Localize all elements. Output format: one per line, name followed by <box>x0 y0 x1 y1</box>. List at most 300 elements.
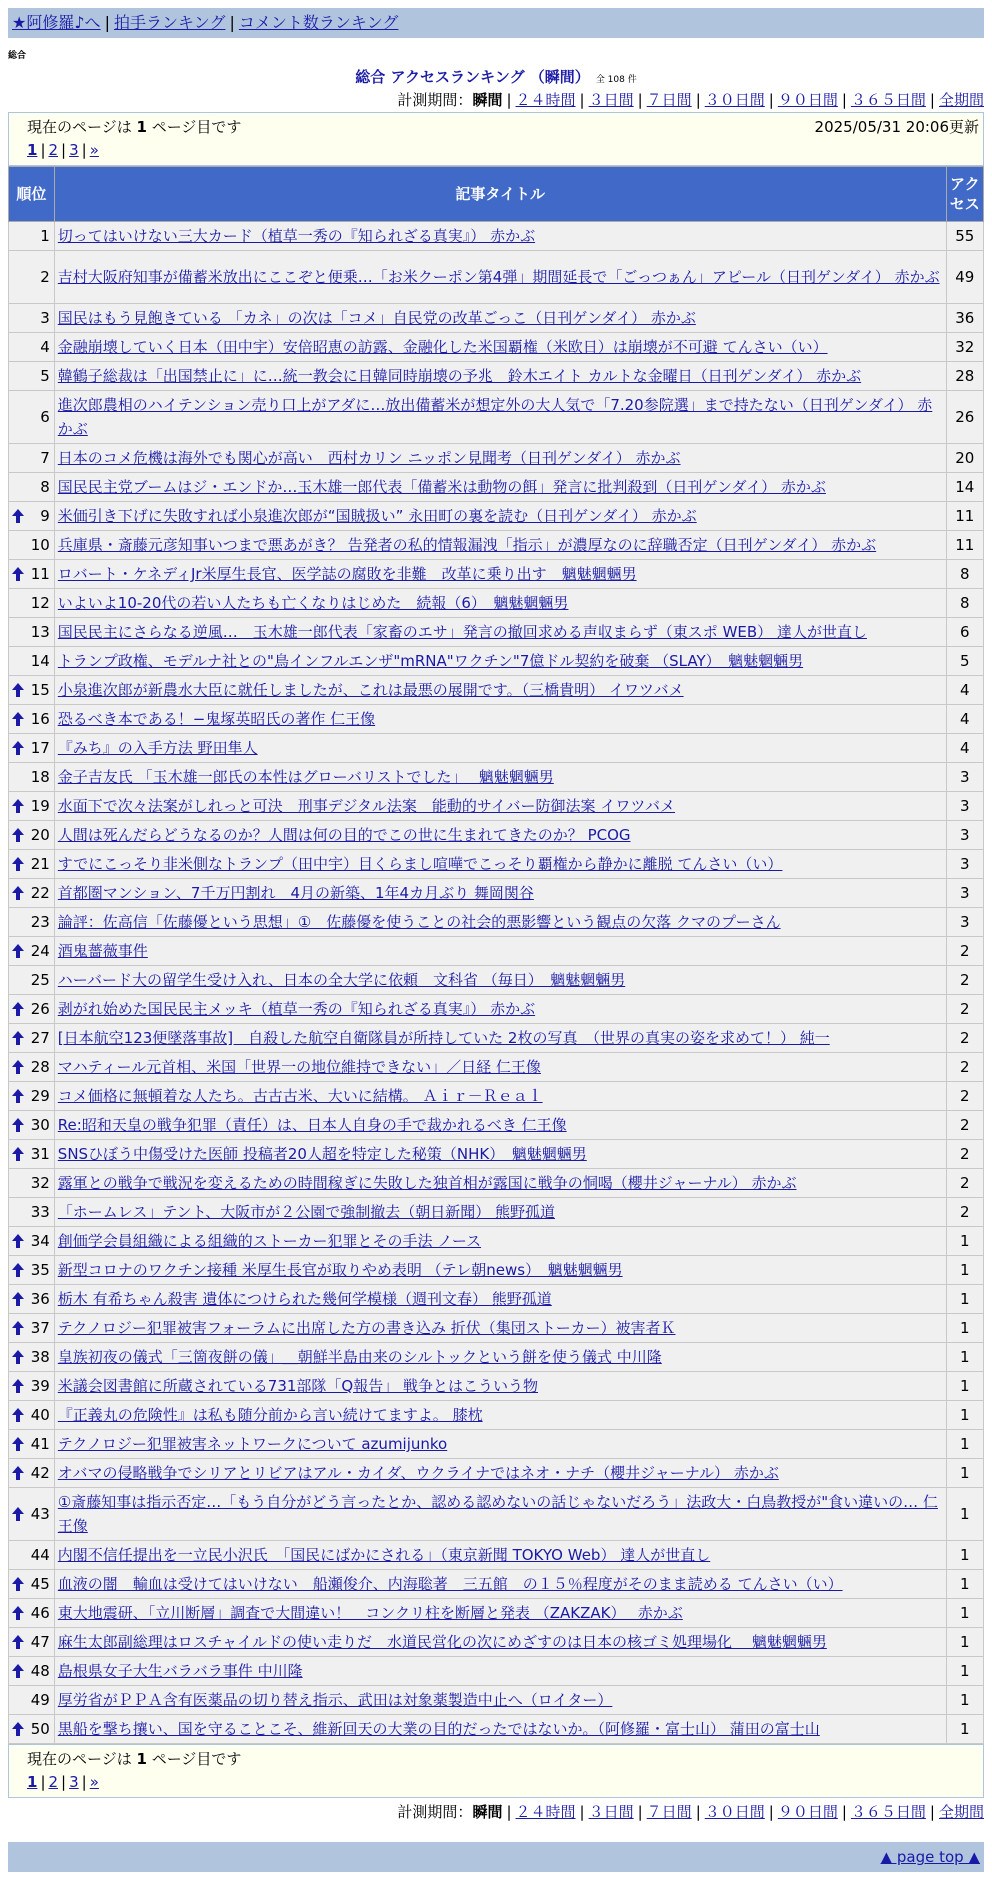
table-row <box>9 1343 984 1372</box>
article-link[interactable]: 島根県女子大生バラバラ事件 中川隆 <box>57 1662 303 1680</box>
table-row <box>9 333 984 362</box>
title-cell <box>54 1401 946 1430</box>
footer-bar <box>8 1842 984 1872</box>
access-count: 36 <box>946 304 983 333</box>
up-arrow-icon <box>11 1721 25 1737</box>
comment-ranking-link[interactable]: コメント数ランキング <box>238 13 399 32</box>
access-count: 3 <box>946 908 983 937</box>
title-cell <box>54 473 946 502</box>
rank-number: 15 <box>30 681 50 699</box>
table-row <box>9 1628 984 1657</box>
page-links <box>27 139 979 161</box>
table-row <box>9 362 984 391</box>
rank-cell <box>9 251 55 304</box>
table-row <box>9 1198 984 1227</box>
up-arrow-icon <box>11 1576 25 1592</box>
table-row <box>9 734 984 763</box>
title-cell <box>54 531 946 560</box>
article-link[interactable]: 米価引き下げに失敗すれば小泉進次郎が“国賊扱い” 永田町の裏を読む（日刊ゲンダイ） 赤かぶ <box>57 507 697 525</box>
rank-number: 12 <box>30 594 50 612</box>
period-link-5[interactable]: ３６５日間 <box>850 91 926 109</box>
article-link[interactable]: 小泉進次郎が新農水大臣に就任しましたが、これは最悪の展開です。（三橋貴明） イワツバメ <box>57 681 684 699</box>
article-link[interactable]: 韓鶴子総裁は「出国禁止に」に…統一教会に日韓同時崩壊の予兆 鈴木エイト カルトな金曜日（日刊ゲンダイ） 赤かぶ <box>57 367 862 385</box>
pager-top <box>8 112 984 166</box>
article-link[interactable]: ハーバード大の留学生受け入れ、日本の全大学に依頼 文科省 （毎日） 魑魅魍魎男 <box>57 971 626 989</box>
rank-cell <box>9 1459 55 1488</box>
rank-cell <box>9 995 55 1024</box>
period-separator: | <box>695 91 701 109</box>
table-row <box>9 1227 984 1256</box>
current-page-number: 1 <box>136 118 147 136</box>
access-count: 1 <box>946 1401 983 1430</box>
article-link[interactable]: 『みち』の入手方法 野田隼人 <box>57 739 258 757</box>
title-cell <box>54 995 946 1024</box>
access-count: 1 <box>946 1343 983 1372</box>
rank-number: 29 <box>30 1087 50 1105</box>
access-header: アクセス <box>946 167 983 222</box>
up-arrow-icon <box>11 1291 25 1307</box>
period-separator: | <box>695 1803 701 1821</box>
article-link[interactable]: 兵庫県・斎藤元彦知事いつまで悪あがき？ 告発者の私的情報漏洩「指示」が濃厚なのに辞職否定（日刊ゲンダイ） 赤かぶ <box>57 536 877 554</box>
title-cell <box>54 502 946 531</box>
rank-number: 36 <box>30 1290 50 1308</box>
table-row <box>9 444 984 473</box>
access-count: 2 <box>946 1082 983 1111</box>
page-separator: | <box>81 141 87 159</box>
rank-number: 44 <box>30 1546 50 1564</box>
title-cell <box>54 1198 946 1227</box>
category-tag: 総合 <box>8 51 27 61</box>
period-separator: | <box>637 1803 643 1821</box>
article-link[interactable]: 進次郎農相のハイテンション売り口上がアダに…放出備蓄米が想定外の大人気で「7.20参院選」まで持たない（日刊ゲンダイ） 赤かぶ <box>57 396 933 438</box>
article-link[interactable]: 人間は死んだらどうなるのか？人間は何の目的でこの世に生まれてきたのか？ PCOG <box>57 826 631 844</box>
access-count: 3 <box>946 792 983 821</box>
pager-bottom <box>8 1744 984 1798</box>
title-cell <box>54 251 946 304</box>
rank-cell <box>9 676 55 705</box>
article-link[interactable]: テクノロジー犯罪被害フォーラムに出席した方の書き込み 折伏（集団ストーカー）被害者Ｋ <box>57 1319 676 1337</box>
up-arrow-icon <box>11 508 25 524</box>
rank-cell <box>9 1256 55 1285</box>
period-separator: | <box>506 91 512 109</box>
rank-cell <box>9 1314 55 1343</box>
up-arrow-icon <box>11 682 25 698</box>
page-separator: | <box>61 141 67 159</box>
up-arrow-icon <box>11 1378 25 1394</box>
title-cell <box>54 1169 946 1198</box>
table-row <box>9 1599 984 1628</box>
access-count: 1 <box>946 1715 983 1744</box>
up-arrow-icon <box>11 1146 25 1162</box>
article-link[interactable]: 論評：佐高信「佐藤優という思想」① 佐藤優を使うことの社会的悪影響という観点の欠落 クマのプーさん <box>57 913 781 931</box>
page-link-3[interactable]: 3 <box>69 1773 79 1791</box>
table-row <box>9 937 984 966</box>
title-cell <box>54 734 946 763</box>
title-cell <box>54 705 946 734</box>
access-count: 1 <box>946 1430 983 1459</box>
article-link[interactable]: 「ホームレス」テント、大阪市が２公園で強制撤去（朝日新聞） 熊野孤道 <box>57 1203 556 1221</box>
article-link[interactable]: ロバート・ケネディJr米厚生長官、医学誌の腐敗を非難 改革に乗り出す 魑魅魍魎男 <box>57 565 637 583</box>
title-cell <box>54 1024 946 1053</box>
page-separator: | <box>61 1773 67 1791</box>
rank-cell <box>9 1198 55 1227</box>
clap-ranking-link[interactable]: 拍手ランキング <box>113 13 226 32</box>
article-link[interactable]: 恐るべき本である！−鬼塚英昭氏の著作 仁王像 <box>57 710 376 728</box>
article-link[interactable]: 東大地震研、「立川断層」調査で大間違い！ コンクリ柱を断層と発表 （ZAKZAK） 赤かぶ <box>57 1604 683 1622</box>
updated-timestamp: 2025/05/31 20:06更新 <box>814 118 979 136</box>
rank-number: 9 <box>40 507 50 525</box>
table-row <box>9 879 984 908</box>
title-cell <box>54 333 946 362</box>
title-cell <box>54 792 946 821</box>
title-cell <box>54 966 946 995</box>
title-cell <box>54 1570 946 1599</box>
rank-number: 37 <box>30 1319 50 1337</box>
title-cell <box>54 362 946 391</box>
access-count: 1 <box>946 1686 983 1715</box>
rank-number: 47 <box>30 1633 50 1651</box>
rank-number: 21 <box>30 855 50 873</box>
rank-number: 2 <box>40 268 50 286</box>
period-link-0[interactable]: ２４時間 <box>515 1803 576 1821</box>
access-count: 1 <box>946 1459 983 1488</box>
table-row <box>9 1053 984 1082</box>
title-cell <box>54 444 946 473</box>
rank-cell <box>9 647 55 676</box>
article-link[interactable]: 国民民主党ブームはジ・エンドか…玉木雄一郎代表「備蓄米は動物の餌」発言に批判殺到（日刊ゲンダイ） 赤かぶ <box>57 478 826 496</box>
access-count: 5 <box>946 647 983 676</box>
article-link[interactable]: 日本のコメ危機は海外でも関心が高い 西村カリン ニッポン見聞考（日刊ゲンダイ） 赤かぶ <box>57 449 681 467</box>
article-link[interactable]: 創価学会員組織による組織的ストーカー犯罪とその手法 ノース <box>57 1232 482 1250</box>
access-count: 3 <box>946 821 983 850</box>
access-count: 1 <box>946 1488 983 1541</box>
period-separator: | <box>929 1803 935 1821</box>
up-arrow-icon <box>11 827 25 843</box>
table-row <box>9 1256 984 1285</box>
rank-cell <box>9 763 55 792</box>
page-link-1[interactable]: 1 <box>27 1773 38 1791</box>
period-link-4[interactable]: ９０日間 <box>777 91 838 109</box>
access-count: 8 <box>946 589 983 618</box>
article-link[interactable]: 吉村大阪府知事が備蓄米放出にここぞと便乗…「お米クーポン第4弾」期間延長で「ごっつぁん」アピール（日刊ゲンダイ） 赤かぶ <box>57 268 940 286</box>
rank-cell <box>9 1343 55 1372</box>
article-link[interactable]: 酒鬼薔薇事件 <box>57 942 148 960</box>
page-separator: | <box>40 1773 46 1791</box>
table-row <box>9 1169 984 1198</box>
article-link[interactable]: 国民民主にさらなる逆風… 玉木雄一郎代表「家畜のエサ」発言の撤回求める声収まらず（東スポ WEB） 達人が世直し <box>57 623 867 641</box>
table-row <box>9 792 984 821</box>
rank-number: 48 <box>30 1662 50 1680</box>
article-link[interactable]: 露軍との戦争で戦況を変えるための時間稼ぎに失敗した独首相が露国に戦争の恫喝（櫻井ジャーナル） 赤かぶ <box>57 1174 797 1192</box>
title-cell <box>54 908 946 937</box>
up-arrow-icon <box>11 1059 25 1075</box>
article-link[interactable]: 『正義丸の危険性』は私も随分前から言い続けてますよ。 膝枕 <box>57 1406 483 1424</box>
period-separator: | <box>506 1803 512 1821</box>
title-cell <box>54 1285 946 1314</box>
table-row <box>9 618 984 647</box>
rank-number: 28 <box>30 1058 50 1076</box>
rank-cell <box>9 391 55 444</box>
title-cell <box>54 560 946 589</box>
article-link[interactable]: 栃木 有希ちゃん殺害 遺体につけられた幾何学模様（週刊文春） 熊野孤道 <box>57 1290 552 1308</box>
page-separator: | <box>40 141 46 159</box>
article-link[interactable]: 厚労省がＰＰＡ含有医薬品の切り替え指示、武田は対象薬製造中止へ（ロイター） <box>57 1691 613 1709</box>
rank-cell <box>9 1024 55 1053</box>
title-cell <box>54 1053 946 1082</box>
title-cell <box>54 821 946 850</box>
access-count: 1 <box>946 1541 983 1570</box>
title-cell <box>54 1140 946 1169</box>
article-link[interactable]: テクノロジー犯罪被害ネットワークについて azumijunko <box>57 1435 448 1453</box>
up-arrow-icon <box>11 1663 25 1679</box>
rank-number: 31 <box>30 1145 50 1163</box>
title-cell <box>54 1082 946 1111</box>
up-arrow-icon <box>11 1605 25 1621</box>
rank-cell <box>9 705 55 734</box>
title-cell <box>54 1256 946 1285</box>
up-arrow-icon <box>11 1465 25 1481</box>
table-row <box>9 589 984 618</box>
period-link-3[interactable]: ３０日間 <box>704 91 765 109</box>
rank-number: 46 <box>30 1604 50 1622</box>
period-link-1[interactable]: ３日間 <box>588 1803 634 1821</box>
article-link[interactable]: 黒船を撃ち攘い、国を守ることこそ、維新回天の大業の目的だったではないか。（阿修羅・富士山） 蒲田の富士山 <box>57 1720 820 1738</box>
rank-number: 33 <box>30 1203 50 1221</box>
table-row <box>9 560 984 589</box>
article-link[interactable]: 新型コロナのワクチン接種 米厚生長官が取りやめ表明 （テレ朝news） 魑魅魍魎男 <box>57 1261 623 1279</box>
home-link[interactable]: ★阿修羅♪へ <box>12 13 101 32</box>
up-arrow-icon <box>11 1506 25 1522</box>
period-link-0[interactable]: ２４時間 <box>515 91 576 109</box>
next-page-link[interactable]: » <box>89 1773 99 1791</box>
article-link[interactable]: [日本航空123便墜落事故] 自殺した航空自衛隊員が所持していた 2枚の写真 （世界の真実の姿を求めて！） 純一 <box>57 1029 830 1047</box>
access-count: 55 <box>946 222 983 251</box>
period-link-6[interactable]: 全期間 <box>938 1803 984 1821</box>
period-link-5[interactable]: ３６５日間 <box>850 1803 926 1821</box>
up-arrow-icon <box>11 1320 25 1336</box>
title-cell <box>54 1459 946 1488</box>
rank-number: 45 <box>30 1575 50 1593</box>
rank-number: 35 <box>30 1261 50 1279</box>
rank-cell <box>9 1570 55 1599</box>
title-cell <box>54 647 946 676</box>
rank-number: 30 <box>30 1116 50 1134</box>
access-count: 2 <box>946 995 983 1024</box>
page-link-2[interactable]: 2 <box>48 141 59 159</box>
article-link[interactable]: マハティール元首相、米国「世界一の地位維持できない」／日経 仁王像 <box>57 1058 541 1076</box>
access-count: 1 <box>946 1227 983 1256</box>
current-page-number: 1 <box>136 1750 147 1768</box>
access-count: 4 <box>946 705 983 734</box>
next-page-link[interactable]: » <box>89 141 99 159</box>
table-row <box>9 676 984 705</box>
page-link-2[interactable]: 2 <box>48 1773 59 1791</box>
page-title <box>0 66 992 88</box>
rank-number: 13 <box>30 623 50 641</box>
title-cell <box>54 937 946 966</box>
period-link-2[interactable]: ７日間 <box>646 91 692 109</box>
access-count: 1 <box>946 1628 983 1657</box>
access-count: 2 <box>946 1198 983 1227</box>
rank-cell <box>9 1715 55 1744</box>
rank-cell <box>9 333 55 362</box>
title-cell <box>54 1343 946 1372</box>
article-link[interactable]: 内閣不信任提出を一立民小沢氏 「国民にばかにされる」（東京新聞 TOKYO Web） 達人が世直し <box>57 1546 711 1564</box>
up-arrow-icon <box>11 1117 25 1133</box>
period-current: 瞬間 <box>472 91 503 109</box>
rank-number: 24 <box>30 942 50 960</box>
access-count: 1 <box>946 1599 983 1628</box>
rank-cell <box>9 821 55 850</box>
nav-separator: | <box>104 13 110 32</box>
access-count: 2 <box>946 1140 983 1169</box>
table-row <box>9 908 984 937</box>
access-count: 20 <box>946 444 983 473</box>
article-link[interactable]: 国民はもう見飽きている 「カネ」の次は「コメ」自民党の改革ごっこ（日刊ゲンダイ） 赤かぶ <box>57 309 696 327</box>
title-cell <box>54 1227 946 1256</box>
rank-number: 7 <box>40 449 50 467</box>
page-links <box>27 1771 979 1793</box>
article-link[interactable]: ①斎藤知事は指示否定…「もう自分がどう言ったとか、認める認めないの話じゃないだろう」法政大・白鳥教授が"食い違いの… 仁王像 <box>57 1493 938 1535</box>
period-link-3[interactable]: ３０日間 <box>704 1803 765 1821</box>
article-link[interactable]: SNSひぼう中傷受けた医師 投稿者20人超を特定した秘策（NHK） 魑魅魍魎男 <box>57 1145 587 1163</box>
title-cell <box>54 1372 946 1401</box>
article-link[interactable]: 剥がれ始めた国民民主メッキ（植草一秀の『知られざる真実』） 赤かぶ <box>57 1000 536 1018</box>
page-link-1[interactable]: 1 <box>27 141 38 159</box>
ranking-table <box>8 166 984 1744</box>
table-row <box>9 1285 984 1314</box>
title-cell <box>54 763 946 792</box>
article-link[interactable]: いよいよ10-20代の若い人たちも亡くなりはじめた 続報（6） 魑魅魍魎男 <box>57 594 569 612</box>
access-count: 4 <box>946 676 983 705</box>
article-link[interactable]: 皇族初夜の儀式「三箇夜餅の儀」＿朝鮮半島由来のシルトックという餅を使う儀式 中川隆 <box>57 1348 662 1366</box>
table-row <box>9 502 984 531</box>
rank-number: 41 <box>30 1435 50 1453</box>
page-top-link[interactable]: ▲ page top ▲ <box>880 1848 980 1866</box>
current-page-prefix: 現在のページは <box>27 1750 132 1768</box>
title-cell <box>54 1715 946 1744</box>
article-link[interactable]: 首都圏マンション、7千万円割れ 4月の新築、1年4カ月ぶり 舞岡関谷 <box>57 884 534 902</box>
period-link-1[interactable]: ３日間 <box>588 91 634 109</box>
ranking-table-body <box>9 222 984 1744</box>
title-cell <box>54 618 946 647</box>
table-row <box>9 473 984 502</box>
article-link[interactable]: 麻生太郎副総理はロスチャイルドの使い走りだ 水道民営化の次にめざすのは日本の核ゴミ処理場化 魑魅魍魎男 <box>57 1633 827 1651</box>
title-cell <box>54 1686 946 1715</box>
access-count: 11 <box>946 531 983 560</box>
table-row <box>9 1657 984 1686</box>
up-arrow-icon <box>11 798 25 814</box>
title-cell <box>54 1541 946 1570</box>
rank-number: 16 <box>30 710 50 728</box>
rank-number: 43 <box>30 1505 50 1523</box>
rank-number: 27 <box>30 1029 50 1047</box>
article-link[interactable]: 金融崩壊していく日本（田中宇）安倍昭恵の訪露、金融化した米国覇権（米欧日）は崩壊が不可避 てんさい（い） <box>57 338 828 356</box>
access-count: 8 <box>946 560 983 589</box>
table-row <box>9 1314 984 1343</box>
rank-cell <box>9 908 55 937</box>
article-link[interactable]: 金子吉友氏 「玉木雄一郎氏の本性はグローバリストでした」 魑魅魍魎男 <box>57 768 554 786</box>
up-arrow-icon <box>11 1436 25 1452</box>
rank-cell <box>9 502 55 531</box>
article-link[interactable]: すでにこっそり非米側なトランプ（田中宇）目くらまし喧嘩でこっそり覇権から静かに離脱 てんさい（い） <box>57 855 783 873</box>
rank-cell <box>9 937 55 966</box>
page-separator: | <box>81 1773 87 1791</box>
table-row <box>9 763 984 792</box>
rank-cell <box>9 444 55 473</box>
rank-cell <box>9 1372 55 1401</box>
up-arrow-icon <box>11 1262 25 1278</box>
table-row <box>9 1570 984 1599</box>
access-count: 2 <box>946 937 983 966</box>
period-label: 計測期間： <box>397 91 473 109</box>
access-count: 3 <box>946 850 983 879</box>
up-arrow-icon <box>11 1407 25 1423</box>
up-arrow-icon <box>11 566 25 582</box>
title-cell <box>54 1111 946 1140</box>
rank-cell <box>9 1599 55 1628</box>
article-link[interactable]: 血液の闇 輸血は受けてはいけない 船瀬俊介、内海聡著 三五館 の１５％程度がそのまま読める てんさい（い） <box>57 1575 843 1593</box>
rank-cell <box>9 1285 55 1314</box>
article-link[interactable]: コメ価格に無頓着な人たち。古古古米、大いに結構。 Ａｉｒ－Ｒｅａｌ <box>57 1087 543 1105</box>
article-link[interactable]: 水面下で次々法案がしれっと可決 刑事デジタル法案 能動的サイバー防御法案 イワツバメ <box>57 797 676 815</box>
title-cell <box>54 1314 946 1343</box>
rank-cell <box>9 1169 55 1198</box>
article-link[interactable]: 米議会図書館に所蔵されている731部隊「Q報告」 戦争とはこういう物 <box>57 1377 539 1395</box>
rank-number: 6 <box>40 408 50 426</box>
title-cell <box>54 676 946 705</box>
article-link[interactable]: Re:昭和天皇の戦争犯罪（責任）は、日本人自身の手で裁かれるべき 仁王像 <box>57 1116 567 1134</box>
period-link-4[interactable]: ９０日間 <box>777 1803 838 1821</box>
period-link-6[interactable]: 全期間 <box>938 91 984 109</box>
access-count: 1 <box>946 1256 983 1285</box>
article-link[interactable]: 切ってはいけない三大カード（植草一秀の『知られざる真実』） 赤かぶ <box>57 227 536 245</box>
up-arrow-icon <box>11 1634 25 1650</box>
article-link[interactable]: トランプ政権、モデルナ社との"鳥インフルエンザ"mRNA"ワクチン"7億ドル契約を破棄 （SLAY） 魑魅魍魎男 <box>57 652 804 670</box>
up-arrow-icon <box>11 856 25 872</box>
page-link-3[interactable]: 3 <box>69 141 79 159</box>
table-header-row <box>9 167 984 222</box>
period-separator: | <box>768 91 774 109</box>
rank-number: 23 <box>30 913 50 931</box>
title-cell <box>54 222 946 251</box>
up-arrow-icon <box>11 1088 25 1104</box>
rank-cell <box>9 1401 55 1430</box>
up-arrow-icon <box>11 1001 25 1017</box>
period-separator: | <box>579 91 585 109</box>
table-row <box>9 850 984 879</box>
article-link[interactable]: オバマの侵略戦争でシリアとリビアはアル・カイダ、ウクライナではネオ・ナチ（櫻井ジャーナル） 赤かぶ <box>57 1464 779 1482</box>
access-count: 2 <box>946 966 983 995</box>
table-row <box>9 531 984 560</box>
rank-cell <box>9 1628 55 1657</box>
access-count: 28 <box>946 362 983 391</box>
table-row <box>9 391 984 444</box>
period-link-2[interactable]: ７日間 <box>646 1803 692 1821</box>
table-row <box>9 1488 984 1541</box>
access-count: 6 <box>946 618 983 647</box>
rank-cell <box>9 222 55 251</box>
period-selector-top <box>0 88 984 112</box>
rank-cell <box>9 362 55 391</box>
access-count: 3 <box>946 879 983 908</box>
rank-cell <box>9 1111 55 1140</box>
rank-cell <box>9 1430 55 1459</box>
rank-cell <box>9 1541 55 1570</box>
table-row <box>9 1372 984 1401</box>
table-row <box>9 1715 984 1744</box>
period-current: 瞬間 <box>472 1803 503 1821</box>
